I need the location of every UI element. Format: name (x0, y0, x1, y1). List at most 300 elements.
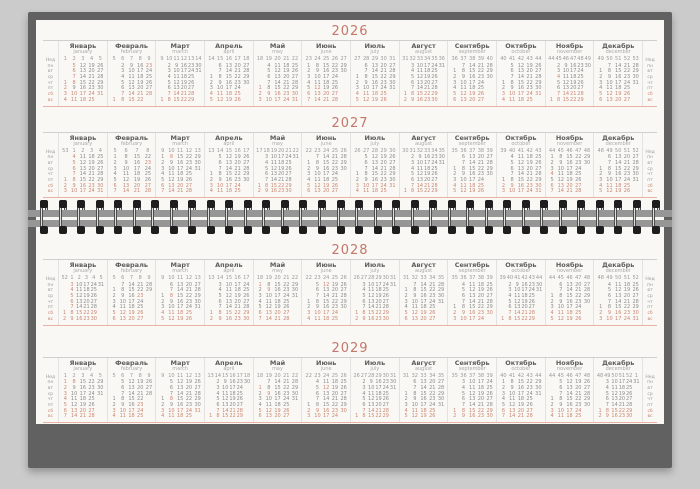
day-cell: 19 (615, 188, 622, 195)
week-number-cell: 5 (98, 56, 102, 62)
week-number-cell: 5 (98, 372, 102, 379)
weekday-label: пт (647, 305, 653, 311)
day-cell: 5 (161, 176, 165, 183)
day-cell: 5 (218, 154, 222, 161)
day-cell: 5 (557, 79, 561, 86)
day-cell: 1 (599, 68, 603, 75)
day-cell: 28 (486, 298, 493, 305)
day-cell: 11 (128, 74, 135, 81)
day-cell: 29 (389, 171, 396, 178)
day-cell: 10 (314, 413, 321, 420)
label-column-spacer (43, 358, 58, 375)
month-name-ru: Март (170, 358, 190, 367)
day-cell: 8 (508, 315, 512, 322)
day-cell: 25 (90, 287, 97, 294)
week-number-cell: 50 (615, 275, 622, 281)
week-number-cell: 44 (548, 372, 556, 379)
month-header (59, 41, 107, 57)
month-name-ru: Ноябрь (555, 358, 584, 367)
day-cell: 12 (314, 85, 321, 92)
day-cell: 18 (79, 396, 87, 403)
day-cell: 22 (88, 79, 95, 86)
day-cell: 20 (526, 68, 533, 75)
day-cell: 18 (420, 304, 427, 311)
day-cell: 20 (234, 62, 241, 69)
day-cell: 27 (486, 396, 493, 403)
spiral-cap (225, 200, 233, 208)
day-cell: 4 (216, 390, 220, 397)
day-cell: 5 (72, 159, 76, 166)
day-cell: 19 (274, 304, 281, 311)
spiral-cap (207, 226, 215, 234)
spiral-cap (170, 200, 178, 208)
day-cell: 5 (72, 62, 76, 69)
week-number-cell: 22 (291, 56, 299, 62)
year-block (36, 23, 664, 107)
month-header (546, 41, 594, 57)
month-name-ru: Январь (69, 358, 97, 367)
week-number-cell: 12 (185, 147, 193, 154)
month-header (594, 260, 642, 276)
day-cell: 2 (599, 74, 603, 81)
day-cell: 18 (79, 96, 87, 103)
day-cell: 23 (424, 96, 431, 103)
spiral-loop (207, 200, 215, 234)
day-cell: 24 (187, 68, 195, 75)
day-cell: 19 (477, 287, 485, 294)
weekday-label: вс (47, 189, 54, 195)
day-cell: 8 (72, 379, 76, 386)
month-header (302, 260, 350, 276)
day-cell (195, 98, 202, 104)
day-cell: 10 (265, 293, 272, 300)
week-number-cell: 50 (606, 56, 613, 62)
day-cell: 22 (283, 281, 290, 288)
day-cell: 21 (133, 188, 141, 195)
week-number-cell: 22 (305, 372, 312, 379)
spiral-loop (355, 200, 363, 234)
day-cell: 17 (420, 401, 427, 408)
weekday-label: вс (47, 316, 54, 322)
month-grid (400, 57, 448, 106)
calendar-table (43, 357, 657, 424)
week-number-cell: 25 (331, 147, 339, 154)
day-cell: 17 (225, 182, 233, 189)
year-title: 2026 (331, 24, 369, 39)
day-cell: 28 (535, 74, 542, 81)
month-column (253, 358, 302, 423)
day-cell: 21 (526, 74, 533, 81)
day-cell: 25 (625, 384, 633, 391)
day-cell: 13 (606, 96, 613, 103)
month-name-en: september (458, 140, 486, 147)
day-cell: 28 (632, 298, 639, 305)
day-cell: 7 (70, 304, 74, 311)
day-cell: 30 (97, 182, 104, 189)
day-cell: 10 (606, 176, 613, 183)
week-number-cell: 21 (285, 147, 292, 154)
spiral-cap (337, 200, 345, 208)
day-cell: 15 (368, 310, 375, 317)
month-column (496, 358, 545, 423)
day-cell: 23 (623, 171, 631, 178)
day-cell: 21 (375, 304, 382, 311)
day-cell: 9 (265, 188, 269, 195)
day-cell: 7 (510, 74, 514, 81)
day-cell: 6 (63, 407, 67, 414)
week-number-cell: 17 (243, 275, 250, 281)
day-row (158, 317, 202, 323)
day-cell: 15 (323, 159, 330, 166)
day-cell: 27 (145, 85, 153, 92)
day-cell: 1 (63, 176, 67, 183)
day-cell: 28 (431, 85, 438, 92)
day-cell: 4 (605, 384, 609, 391)
month-header (302, 133, 350, 149)
day-cell: 2 (258, 287, 262, 294)
weekday-label: чт (47, 397, 54, 403)
week-number-cell: 35 (438, 147, 445, 154)
day-cell: 24 (477, 79, 485, 86)
day-cell: 9 (461, 310, 466, 317)
weekday-label: вт (647, 288, 653, 294)
day-cell: 22 (477, 304, 485, 311)
day-cell: 13 (368, 401, 375, 408)
day-cell: 7 (307, 96, 311, 103)
week-number-cell: 12 (185, 275, 193, 281)
day-cell: 21 (424, 182, 431, 189)
day-cell: 17 (469, 79, 476, 86)
day-cell: 4 (161, 413, 165, 420)
day-cell: 24 (331, 171, 339, 178)
day-cell: 15 (176, 154, 184, 161)
day-row (450, 317, 494, 323)
day-cell: 9 (315, 68, 320, 75)
day-cell: 25 (285, 159, 292, 166)
day-cell: 21 (424, 85, 431, 92)
month-column (545, 358, 594, 423)
day-row (110, 189, 154, 195)
day-row (61, 189, 105, 195)
day-cell: 8 (167, 96, 171, 103)
day-cell: 26 (486, 390, 493, 397)
day-cell: 23 (88, 182, 95, 189)
day-cell: 19 (274, 407, 281, 414)
month-header (156, 260, 204, 276)
day-cell (339, 317, 348, 323)
day-cell: 10 (557, 407, 564, 414)
month-name-ru: Октябрь (505, 133, 537, 142)
day-cell: 27 (486, 154, 493, 161)
week-number-cell: 47 (575, 372, 582, 379)
spiral-cap (633, 200, 641, 208)
day-cell: 21 (477, 298, 485, 305)
day-cell: 4 (599, 182, 603, 189)
day-cell: 8 (267, 281, 271, 288)
day-cell: 21 (283, 379, 290, 386)
spiral-loop (318, 200, 326, 234)
day-cell: 3 (167, 68, 171, 75)
week-number-cell: 23 (314, 372, 321, 379)
week-number-cell: 51 (623, 147, 631, 154)
day-cell: 5 (258, 407, 262, 414)
day-cell: 5 (605, 390, 609, 397)
day-cell: 27 (243, 62, 250, 69)
week-number-cell: 24 (323, 275, 330, 281)
day-cell: 16 (79, 85, 87, 92)
day-cell: 11 (557, 171, 564, 178)
day-cell: 24 (137, 298, 144, 305)
day-cell: 1 (550, 396, 554, 403)
day-cell: 17 (176, 407, 184, 414)
day-cell: 15 (562, 96, 570, 103)
day-cell: 8 (364, 74, 368, 81)
day-cell: 16 (615, 74, 622, 81)
month-grid (400, 149, 448, 198)
day-row (207, 189, 251, 195)
week-number-cell: 22 (291, 275, 299, 281)
day-cell: 31 (291, 396, 299, 403)
week-number-cell: 35 (451, 275, 458, 281)
day-cell: 26 (97, 159, 104, 166)
day-cell: 27 (528, 304, 535, 311)
label-column-spacer (43, 41, 58, 58)
day-cell: 29 (194, 293, 201, 300)
day-cell: 25 (283, 298, 290, 305)
week-number-cell: 6 (121, 372, 125, 379)
day-cell: 29 (431, 188, 438, 195)
month-grid (546, 149, 594, 198)
month-name-ru: Февраль (115, 42, 148, 50)
day-cell: 24 (144, 165, 152, 172)
day-cell: 28 (632, 159, 639, 166)
day-cell: 15 (416, 91, 424, 98)
day-cell: 11 (557, 310, 564, 317)
day-cell: 7 (607, 159, 612, 166)
day-cell: 2 (599, 171, 603, 178)
day-cell: 26 (577, 79, 584, 86)
week-number-cell: 16 (234, 275, 241, 281)
day-cell: 22 (526, 379, 533, 386)
day-cell (193, 317, 202, 323)
day-cell: 26 (187, 79, 195, 86)
day-cell: 2 (258, 91, 262, 98)
week-number-cell: 48 (583, 372, 591, 379)
day-cell: 8 (607, 165, 612, 172)
day-cell: 10 (508, 188, 516, 195)
day-cell: 29 (243, 171, 250, 178)
spiral-cap (133, 200, 141, 208)
day-cell: 15 (469, 165, 476, 172)
month-header (351, 358, 399, 374)
day-cell: 29 (486, 165, 493, 172)
day-cell: 14 (76, 304, 83, 311)
day-cell: 16 (375, 379, 382, 386)
spiral-loop (59, 200, 67, 234)
day-cell: 23 (623, 310, 631, 317)
spiral-cap (374, 200, 382, 208)
day-cell (145, 414, 154, 420)
week-number-cell: 22 (305, 275, 312, 281)
day-cell: 12 (566, 379, 573, 386)
day-cell: 2 (557, 62, 561, 69)
spiral-loop (466, 200, 474, 234)
day-cell: 1 (209, 413, 213, 420)
month-column (545, 41, 594, 106)
day-cell: 4 (121, 74, 125, 81)
month-name-ru: Ноябрь (555, 261, 584, 269)
month-name-ru: Март (170, 42, 190, 50)
day-cell: 21 (79, 413, 87, 420)
day-cell: 12 (168, 315, 175, 322)
day-cell: 10 (314, 74, 321, 81)
week-number-cell: 25 (331, 372, 339, 379)
day-cell: 23 (618, 413, 626, 420)
day-cell: 13 (615, 154, 622, 161)
weekday-label-column (642, 260, 657, 325)
day-cell: 21 (623, 159, 631, 166)
spiral-cap (448, 226, 456, 234)
day-cell: 5 (510, 62, 514, 69)
day-cell: 15 (79, 176, 87, 183)
day-cell: 20 (277, 171, 285, 178)
month-header (108, 133, 156, 149)
day-cell: 14 (508, 413, 516, 420)
day-cell: 2 (167, 62, 171, 69)
day-cell: 22 (429, 390, 436, 397)
day-cell: 2 (112, 293, 116, 300)
day-cell: 4 (362, 390, 366, 397)
day-cell: 29 (486, 68, 493, 75)
day-cell: 7 (607, 62, 612, 69)
day-cell: 6 (167, 85, 171, 92)
week-number-cell: 39 (486, 372, 493, 379)
day-cell: 19 (570, 79, 577, 86)
day-cell (388, 98, 397, 104)
day-cell: 28 (144, 188, 152, 195)
day-cell: 6 (501, 407, 505, 414)
day-cell: 29 (291, 384, 299, 391)
day-cell: 23 (185, 159, 193, 166)
day-cell: 31 (438, 159, 445, 166)
day-cell: 24 (575, 407, 582, 414)
month-name-en: march (172, 49, 189, 55)
day-cell: 9 (510, 85, 514, 92)
day-cell: 20 (566, 182, 573, 189)
day-cell: 21 (477, 401, 485, 408)
month-name-ru: Август (411, 358, 436, 367)
day-cell: 9 (607, 74, 612, 81)
day-cell: 11 (416, 68, 424, 75)
day-cell: 19 (229, 396, 236, 403)
month-name-en: february (120, 268, 143, 274)
day-cell: 11 (168, 413, 175, 420)
week-number-cell: 7 (129, 372, 134, 379)
day-cell: 18 (277, 159, 285, 166)
week-number-cell: 30 (382, 372, 389, 379)
day-cell: 14 (323, 396, 330, 403)
week-number-cell: 3 (89, 147, 94, 154)
day-cell: 13 (323, 390, 330, 397)
week-number-cell: 46 (566, 372, 573, 379)
day-cell: 23 (331, 407, 339, 414)
week-number-cell: 20 (274, 56, 281, 62)
day-cell: 4 (218, 287, 222, 294)
day-cell: 8 (362, 413, 366, 420)
day-cell: 8 (169, 396, 174, 403)
day-cell: 25 (88, 96, 95, 103)
day-cell: 10 (122, 165, 130, 172)
month-name-en: april (223, 365, 235, 372)
day-cell: 19 (133, 176, 141, 183)
day-row (304, 189, 348, 195)
day-row (304, 317, 348, 323)
day-cell: 30 (382, 315, 389, 322)
day-cell: 14 (566, 287, 573, 294)
day-cell: 17 (375, 384, 382, 391)
day-cell: 13 (460, 96, 467, 103)
day-cell: 9 (129, 62, 134, 69)
day-cell: 10 (314, 171, 321, 178)
day-cell: 29 (291, 281, 299, 288)
day-cell: 8 (267, 85, 271, 92)
day-cell: 13 (225, 62, 233, 69)
day-cell: 3 (550, 407, 554, 414)
month-name-ru: Июнь (316, 133, 337, 142)
week-number-cell: 40 (500, 56, 507, 62)
day-cell: 20 (570, 85, 577, 92)
spiral-loop (262, 200, 270, 234)
month-name-en: november (556, 140, 583, 147)
day-cell: 3 (404, 401, 408, 408)
week-number-cell: 2 (81, 147, 85, 154)
spiral-cap (503, 200, 511, 208)
label-column-spacer (643, 260, 657, 277)
week-number-cell: 12 (180, 56, 188, 62)
day-cell: 5 (508, 298, 512, 305)
day-cell: 10 (606, 79, 613, 86)
day-cell: 6 (258, 413, 262, 420)
day-cell: 22 (424, 91, 431, 98)
day-cell: 18 (176, 413, 184, 420)
week-number-cell: 9 (161, 275, 165, 281)
day-cell: 30 (625, 413, 633, 420)
day-cell: 12 (79, 159, 87, 166)
day-cell: 6 (510, 68, 514, 75)
day-cell: 5 (461, 390, 466, 397)
day-cell (438, 98, 445, 104)
day-cell: 16 (137, 62, 144, 69)
day-cell: 8 (218, 171, 222, 178)
day-cell: 8 (557, 96, 561, 103)
day-cell: 7 (72, 171, 76, 178)
day-cell: 15 (566, 154, 573, 161)
day-cell: 10 (460, 315, 467, 322)
day-cell: 8 (413, 287, 417, 294)
week-number-cell: 18 (243, 372, 251, 379)
day-cell: 25 (382, 390, 389, 397)
week-number-cell: 38 (477, 275, 485, 281)
day-cell: 18 (526, 154, 533, 161)
day-cell: 21 (83, 304, 90, 311)
day-cell: 16 (371, 176, 379, 183)
day-cell: 9 (121, 401, 125, 408)
day-cell: 19 (79, 401, 87, 408)
day-cell: 15 (133, 154, 141, 161)
day-cell: 11 (368, 390, 375, 397)
week-number-cell: 33 (420, 372, 427, 379)
day-cell: 28 (340, 293, 347, 300)
